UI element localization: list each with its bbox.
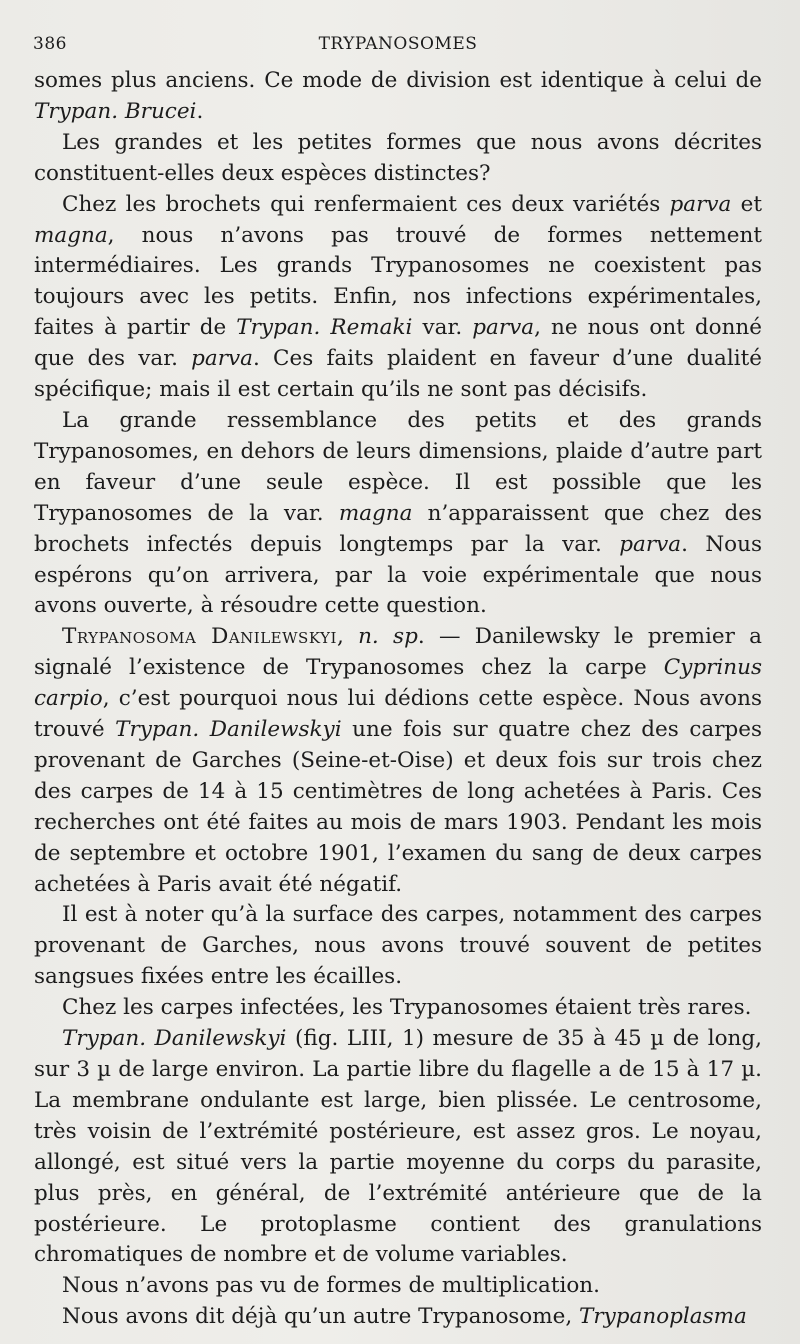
text-run: . Ces faits plaident en faveur d’une dualité spécifique; mais il est certain qu’ils ne sont pas décisifs. — [34, 346, 762, 403]
text-run: Nous n’avons pas vu de formes de multiplication. — [62, 1273, 600, 1299]
italic-text: Trypan. Brucei — [34, 98, 197, 124]
body-text — [34, 66, 762, 1333]
text-run: , ne nous ont donné que des var. — [34, 315, 762, 372]
text-run: Nous avons dit déjà qu’un autre Trypanosome, — [62, 1304, 580, 1330]
text-run: n’apparaissent que chez des brochets infectés depuis longtemps par la var. — [34, 500, 762, 557]
text-run: somes plus anciens. Ce mode de division est identique à celui de — [34, 68, 762, 93]
italic-text: magna — [338, 500, 413, 526]
text-run: . — Danilewsky le premier a signalé l’existence de Trypanosomes chez la carpe — [34, 624, 763, 681]
text-run: (fig. LIII, 1) mesure de 35 à 45 µ de long, sur 3 µ de large environ. La partie libre du flagelle a de 15 à 17 µ. La membrane ondulante est large, bien plissée. Le centrosome, très voisin de l’extrémité postérieure, est assez gros. Le noyau, allongé, est situé vers la partie moyenne du corps du parasite, plus près, en général, de l’extrémité antérieure que de la postérieure. Le protoplasme contient des granulations chromatiques de nombre et de volume variables. — [34, 1026, 762, 1268]
text-run: Chez les brochets qui renfermaient ces deux variétés — [62, 191, 670, 217]
paragraph — [34, 1271, 762, 1302]
paragraph — [34, 406, 762, 622]
text-run: . — [196, 98, 204, 124]
text-run: une fois sur quatre chez des carpes provenant de Garches (Seine-et-Oise) et deux fois sur trois chez des carpes de 14 à 15 centimètres de long achetées à Paris. Ces recherches ont été faites au mois de mars 1903. Pendant les mois de septembre et octobre 1901, l’examen du sang de deux carpes achetées à Paris avait été négatif. — [34, 717, 763, 897]
text-run: . Nous espérons qu’on arrivera, par la voie expérimentale que nous avons ouverte, à résoudre cette question. — [34, 531, 762, 619]
paragraph — [34, 190, 762, 406]
paragraph — [34, 1024, 762, 1271]
text-run: , nous n’avons pas trouvé de formes nettement intermédiaires. Les grands Trypanosomes ne coexistent pas toujours avec les petits. Enfin, nos infections expérimentales, faites à partir de — [34, 222, 762, 341]
italic-text: Trypan. Danilewskyi — [115, 717, 342, 743]
text-run: Les grandes et les petites formes que nous avons décrites constituent-elles deux espèces distinctes? — [34, 129, 762, 186]
paragraph — [34, 993, 762, 1024]
text-run: , c’est pourquoi nous lui dédions cette espèce. Nous avons trouvé — [34, 686, 762, 743]
paragraph — [34, 900, 762, 993]
page-number: 386 — [33, 34, 67, 54]
italic-text: parva — [191, 346, 253, 372]
paragraph — [34, 622, 762, 900]
text-run: et — [731, 191, 762, 217]
italic-text: Trypanoplasma — [579, 1304, 747, 1330]
italic-text: parva — [669, 191, 732, 217]
text-run: var. — [412, 315, 473, 341]
italic-text: parva — [619, 531, 682, 557]
text-run: Chez les carpes infectées, les Trypanosomes étaient très rares. — [62, 995, 752, 1021]
running-title: TRYPANOSOMES — [318, 34, 478, 54]
italic-text: Cyprinus carpio — [34, 655, 762, 712]
italic-text: Trypan. Danilewskyi — [62, 1026, 287, 1052]
paragraph — [34, 1302, 762, 1333]
text-run: La grande ressemblance des petits et des grands Trypanosomes, en dehors de leurs dimensions, plaide d’autre part en faveur d’une seule espèce. Il est possible que les Trypanosomes de la var. — [34, 407, 762, 526]
small-caps-text: Trypanosoma Danilewskyi — [62, 624, 337, 650]
text-run: Il est à noter qu’à la surface des carpes, notamment des carpes provenant de Garches, nous avons trouvé souvent de petites sangsues fixées entre les écailles. — [34, 902, 762, 990]
page-header — [33, 34, 763, 58]
italic-text: n. sp — [358, 624, 418, 650]
italic-text: Trypan. Remaki — [236, 315, 413, 341]
italic-text: magna — [34, 222, 108, 248]
text-run: , — [336, 624, 359, 650]
italic-text: parva — [472, 315, 535, 341]
paragraph — [34, 66, 762, 128]
paragraph — [34, 128, 762, 190]
